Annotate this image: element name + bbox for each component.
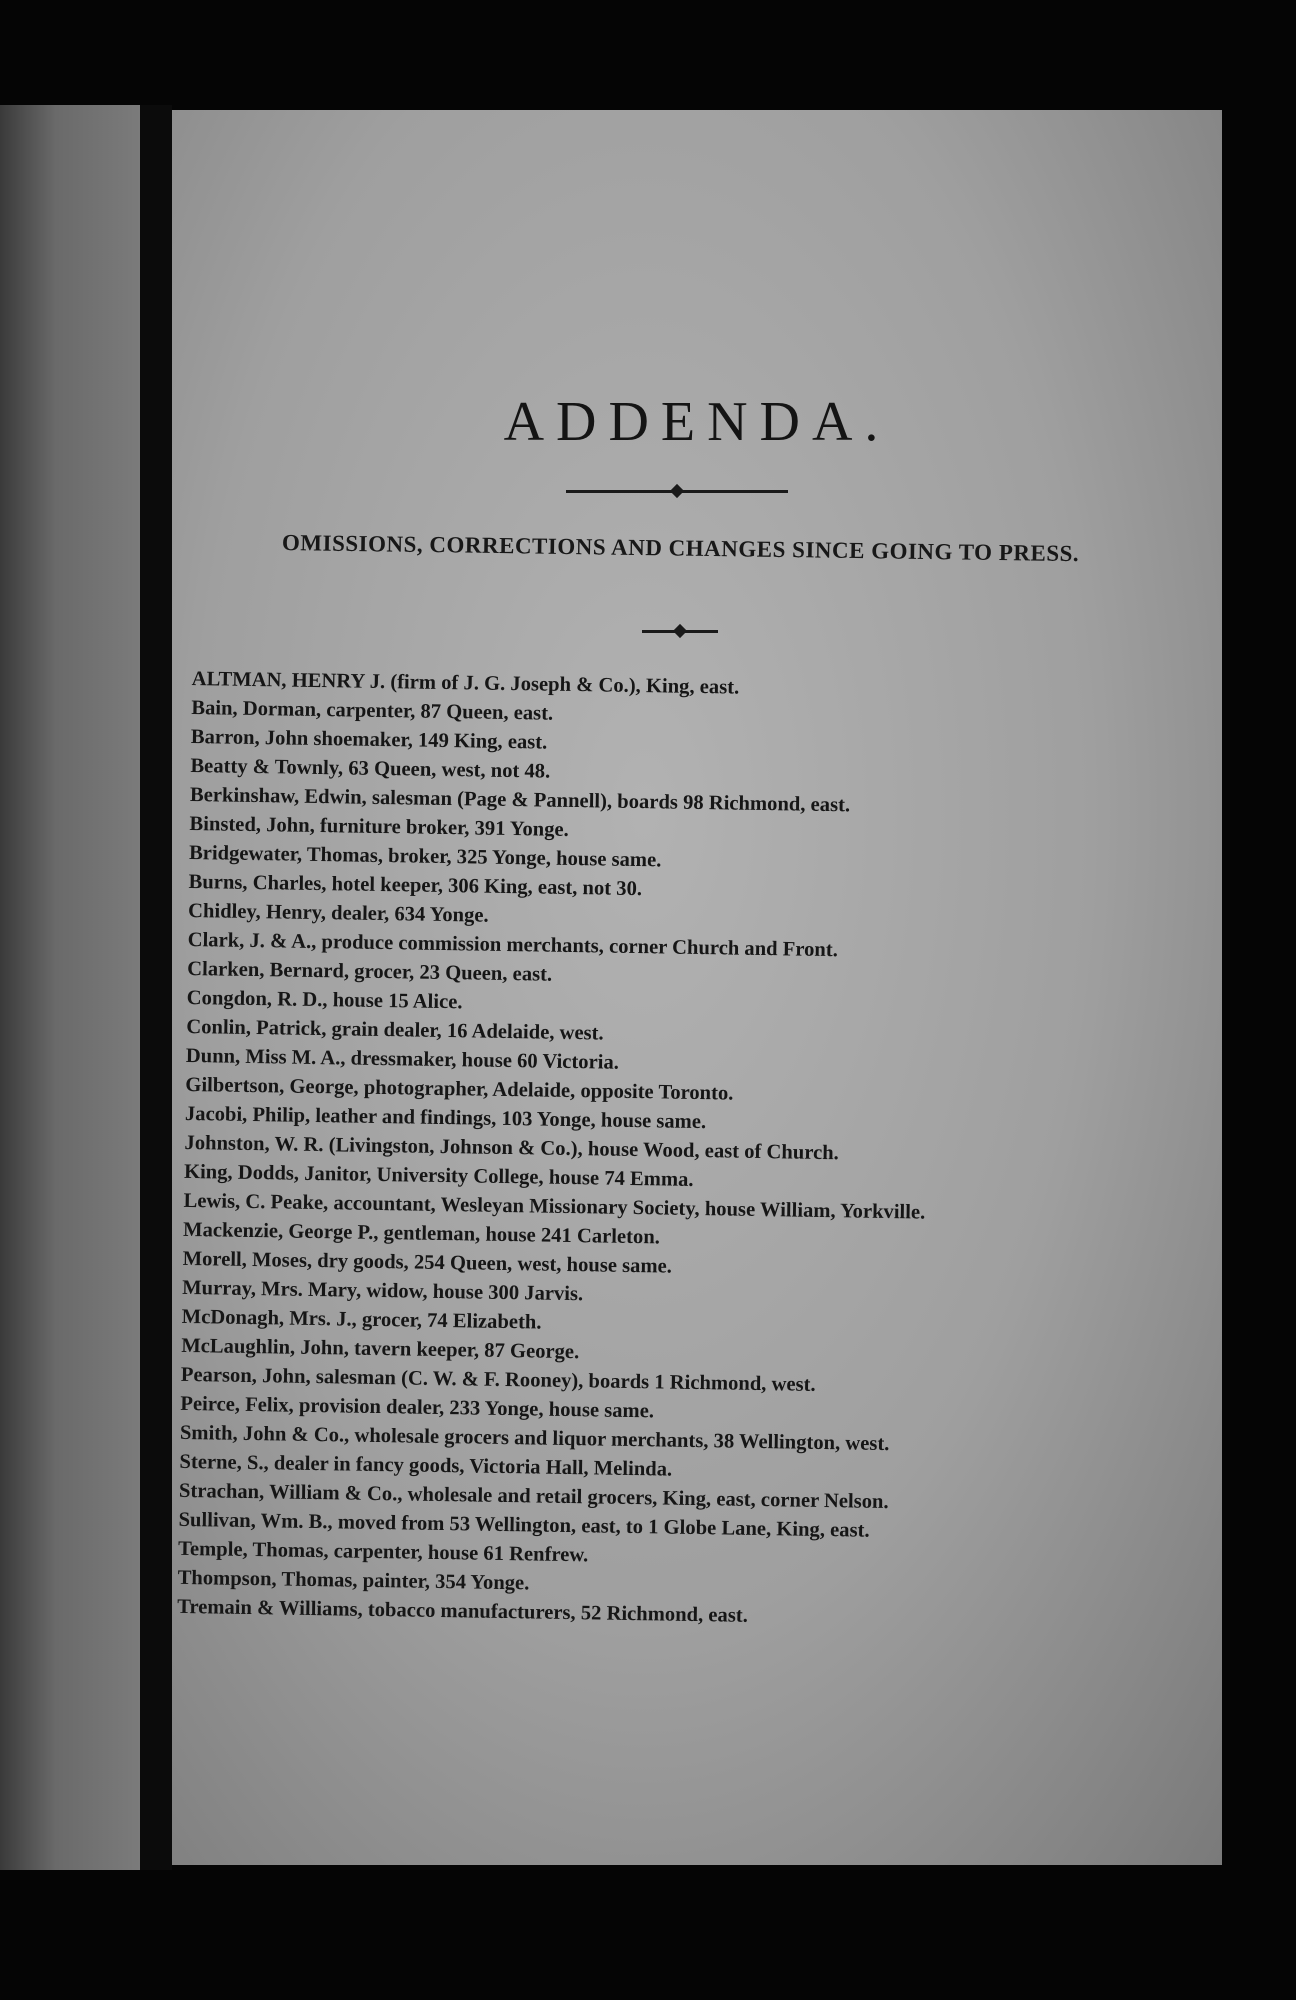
- directory-entry: ALTMAN, HENRY J. (firm of J. G. Joseph & Co.), King, east.: [191, 667, 740, 699]
- directory-entry: King, Dodds, Janitor, University College, house 74 Emma.: [183, 1160, 694, 1191]
- directory-entry: Beatty & Townly, 63 Queen, west, not 48.: [190, 754, 551, 783]
- directory-entry: Sterne, S., dealer in fancy goods, Victoria Hall, Melinda.: [179, 1450, 673, 1481]
- directory-entry: Bridgewater, Thomas, broker, 325 Yonge, house same.: [188, 841, 662, 872]
- adjacent-page-edge: [0, 105, 140, 1870]
- directory-entry: Pearson, John, salesman (C. W. & F. Rooney), boards 1 Richmond, west.: [180, 1363, 816, 1396]
- directory-entry: Smith, John & Co., wholesale grocers and liquor merchants, 38 Wellington, west.: [179, 1421, 890, 1456]
- directory-entry: Peirce, Felix, provision dealer, 233 Yonge, house same.: [180, 1392, 655, 1423]
- directory-entry: McDonagh, Mrs. J., grocer, 74 Elizabeth.: [181, 1305, 542, 1334]
- directory-entry: Temple, Thomas, carpenter, house 61 Renfrew.: [177, 1537, 589, 1567]
- directory-entry: Binsted, John, furniture broker, 391 Yonge.: [189, 812, 569, 841]
- directory-entry: Dunn, Miss M. A., dressmaker, house 60 Victoria.: [185, 1044, 620, 1074]
- directory-entry: Chidley, Henry, dealer, 634 Yonge.: [187, 899, 489, 927]
- directory-entry: Clark, J. & A., produce commission merchants, corner Church and Front.: [187, 928, 839, 962]
- directory-entry: Murray, Mrs. Mary, widow, house 300 Jarvis.: [182, 1276, 584, 1306]
- directory-entry: Johnston, W. R. (Livingston, Johnson & Co.), house Wood, east of Church.: [184, 1131, 839, 1165]
- document-page: [172, 110, 1222, 1865]
- directory-entry: Lewis, C. Peake, accountant, Wesleyan Missionary Society, house William, Yorkville.: [183, 1189, 926, 1224]
- directory-entry: McLaughlin, John, tavern keeper, 87 George.: [181, 1334, 580, 1364]
- directory-entry: Berkinshaw, Edwin, salesman (Page & Pannell), boards 98 Richmond, east.: [189, 783, 851, 817]
- directory-entry: Congdon, R. D., house 15 Alice.: [186, 986, 463, 1014]
- directory-entry: Strachan, William & Co., wholesale and retail grocers, King, east, corner Nelson.: [178, 1479, 889, 1514]
- directory-entry: Clarken, Bernard, grocer, 23 Queen, east.: [187, 957, 553, 986]
- directory-entry: Jacobi, Philip, leather and findings, 103 Yonge, house same.: [184, 1102, 707, 1134]
- directory-entry: Tremain & Williams, tobacco manufacturers, 52 Richmond, east.: [177, 1595, 749, 1627]
- page-heading: ADDENDA.: [503, 391, 891, 453]
- rule-ornament: [670, 484, 684, 498]
- page-subheading: OMISSIONS, CORRECTIONS AND CHANGES SINCE GOING TO PRESS.: [281, 530, 1080, 567]
- rule-ornament: [673, 624, 687, 638]
- directory-entries: [177, 665, 1202, 1638]
- ornamental-rule-top: [566, 490, 788, 493]
- directory-entry: Conlin, Patrick, grain dealer, 16 Adelaide, west.: [186, 1015, 604, 1045]
- book-binding-gutter: [140, 105, 172, 1870]
- directory-entry: Thompson, Thomas, painter, 354 Yonge.: [177, 1566, 530, 1595]
- directory-entry: Morell, Moses, dry goods, 254 Queen, west, house same.: [182, 1247, 673, 1278]
- directory-entry: Bain, Dorman, carpenter, 87 Queen, east.: [191, 696, 554, 725]
- directory-entry: Gilbertson, George, photographer, Adelaide, opposite Toronto.: [185, 1073, 734, 1105]
- directory-entry: Barron, John shoemaker, 149 King, east.: [190, 725, 548, 754]
- directory-entry: Sullivan, Wm. B., moved from 53 Wellington, east, to 1 Globe Lane, King, east.: [178, 1508, 870, 1542]
- ornamental-rule-bottom: [642, 630, 718, 633]
- directory-entry: Burns, Charles, hotel keeper, 306 King, east, not 30.: [188, 870, 643, 901]
- directory-entry: Mackenzie, George P., gentleman, house 241 Carleton.: [182, 1218, 661, 1249]
